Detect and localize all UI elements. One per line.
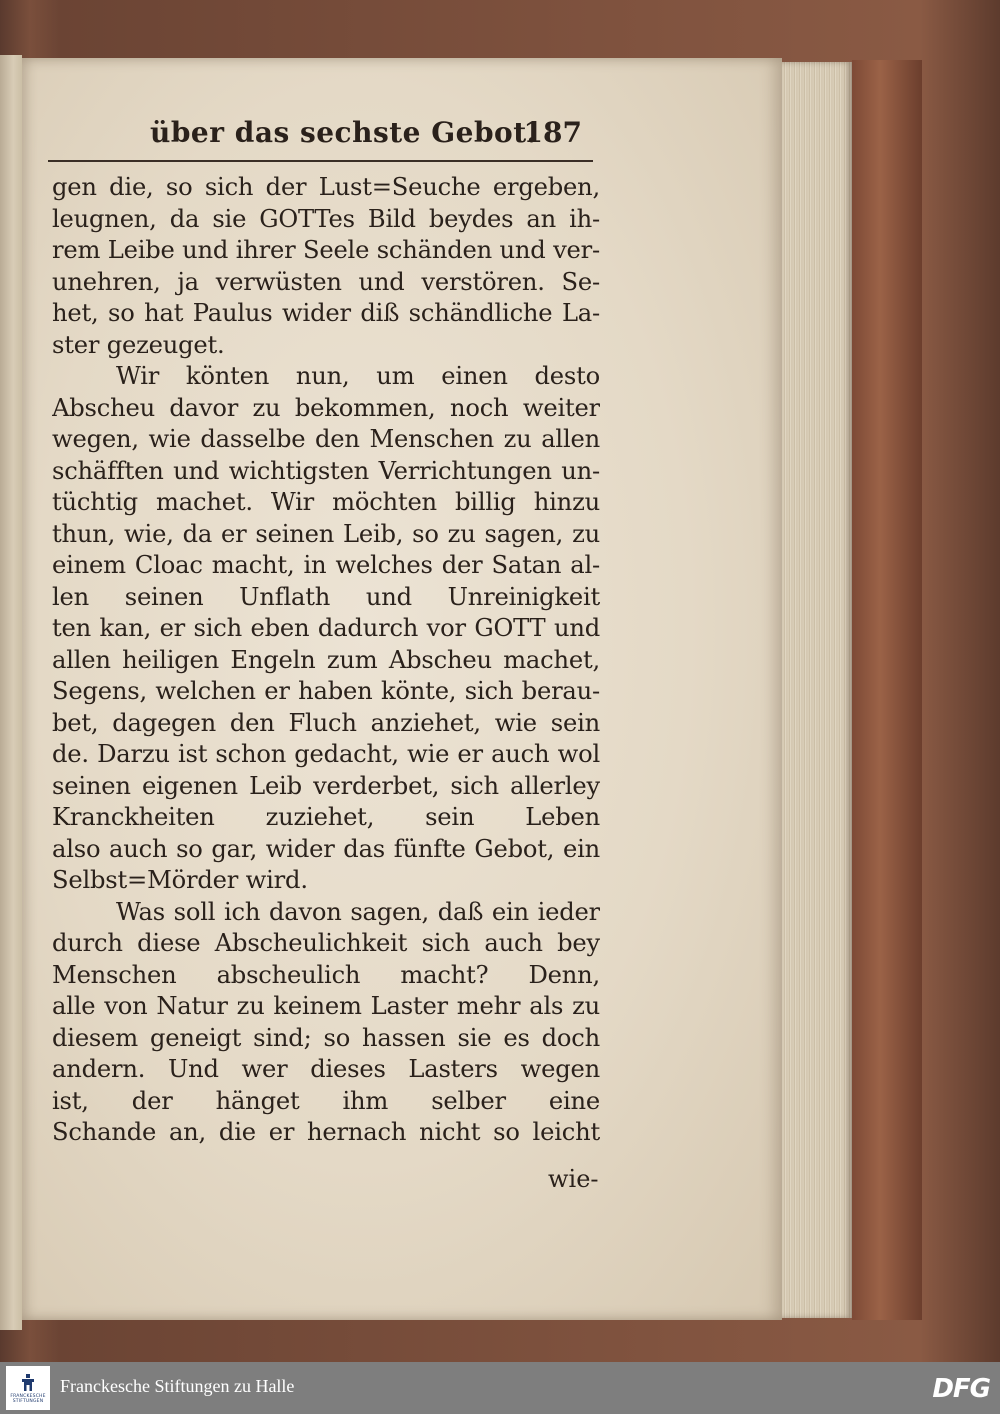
text-line: ten kan, er sich eben dadurch vor GOTT und	[52, 614, 600, 642]
logo-text-line1: FRANCKESCHE	[10, 1394, 46, 1399]
text-line: de. Darzu ist schon gedacht, wie er auch wol	[52, 740, 600, 768]
text-line: het, so hat Paulus wider diß schändliche La-	[52, 299, 600, 327]
text-line: len seinen Unflath und Unreinigkeit	[52, 582, 600, 611]
text-line: thun, wie, da er seinen Leib, so zu sagen, zu	[52, 519, 600, 548]
left-page-edge	[0, 55, 22, 1330]
text-line: Menschen abscheulich macht? Denn,	[52, 960, 600, 989]
header-rule	[48, 160, 593, 162]
book-cover-edge	[852, 60, 922, 1320]
text-line: andern. Und wer dieses Lasters wegen	[52, 1055, 600, 1083]
text-line: Schande an, die er hernach nicht so leicht	[52, 1118, 600, 1146]
text-line: durch diese Abscheulichkeit sich auch bey	[52, 929, 600, 957]
text-line: gen die, so sich der Lust=Seuche ergeben,	[52, 173, 600, 201]
footer-bar	[0, 1362, 1000, 1414]
text-line: diesem geneigt sind; so hassen sie es doch	[52, 1023, 600, 1052]
body-text	[52, 172, 600, 1149]
text-line: ist, der hänget ihm selber eine	[52, 1086, 600, 1115]
page-header	[150, 112, 600, 156]
text-line: seinen eigenen Leib verderbet, sich allerley	[52, 771, 600, 800]
dfg-logo[interactable]: DFG	[932, 1374, 990, 1404]
text-line: wegen, wie dasselbe den Menschen zu allen	[52, 425, 600, 453]
paragraph-start-line: Was soll ich davon sagen, daß ein ieder	[116, 897, 600, 926]
paragraph-start-line: Wir könten nun, um einen desto	[116, 362, 600, 390]
text-line: alle von Natur zu keinem Laster mehr als zu	[52, 992, 600, 1020]
logo-text-line2: STIFTUNGEN	[12, 1399, 44, 1404]
text-line: tüchtig machet. Wir möchten billig hinzu	[52, 488, 600, 516]
institution-name[interactable]: Franckesche Stiftungen zu Halle	[60, 1376, 295, 1396]
text-line: Kranckheiten zuziehet, sein Leben	[52, 803, 600, 831]
institution-logo[interactable]	[6, 1366, 50, 1410]
page-number: 187	[523, 116, 582, 149]
text-line: bet, dagegen den Fluch anziehet, wie sein	[52, 708, 600, 737]
text-line: allen heiligen Engeln zum Abscheu machet,	[52, 645, 600, 674]
institution-crest-icon	[17, 1372, 39, 1394]
text-line: leugnen, da sie GOTTes Bild beydes an ih-	[52, 204, 600, 233]
text-line: also auch so gar, wider das fünfte Gebot, ein	[52, 834, 600, 863]
text-line: einem Cloac macht, in welches der Satan al-	[52, 551, 600, 579]
text-line: Selbst=Mörder wird.	[52, 866, 308, 894]
text-line: schäfften und wichtigsten Verrichtungen un-	[52, 456, 600, 485]
text-line: Abscheu davor zu bekommen, noch weiter	[52, 393, 600, 422]
catchword: wie-	[548, 1165, 599, 1193]
running-head: über das sechste Gebot.	[150, 116, 537, 149]
text-line: Segens, welchen er haben könte, sich berau-	[52, 677, 600, 705]
text-line: unehren, ja verwüsten und verstören. Se-	[52, 267, 600, 296]
text-line: ster gezeuget.	[52, 330, 225, 359]
text-line: rem Leibe und ihrer Seele schänden und ver-	[52, 236, 600, 264]
